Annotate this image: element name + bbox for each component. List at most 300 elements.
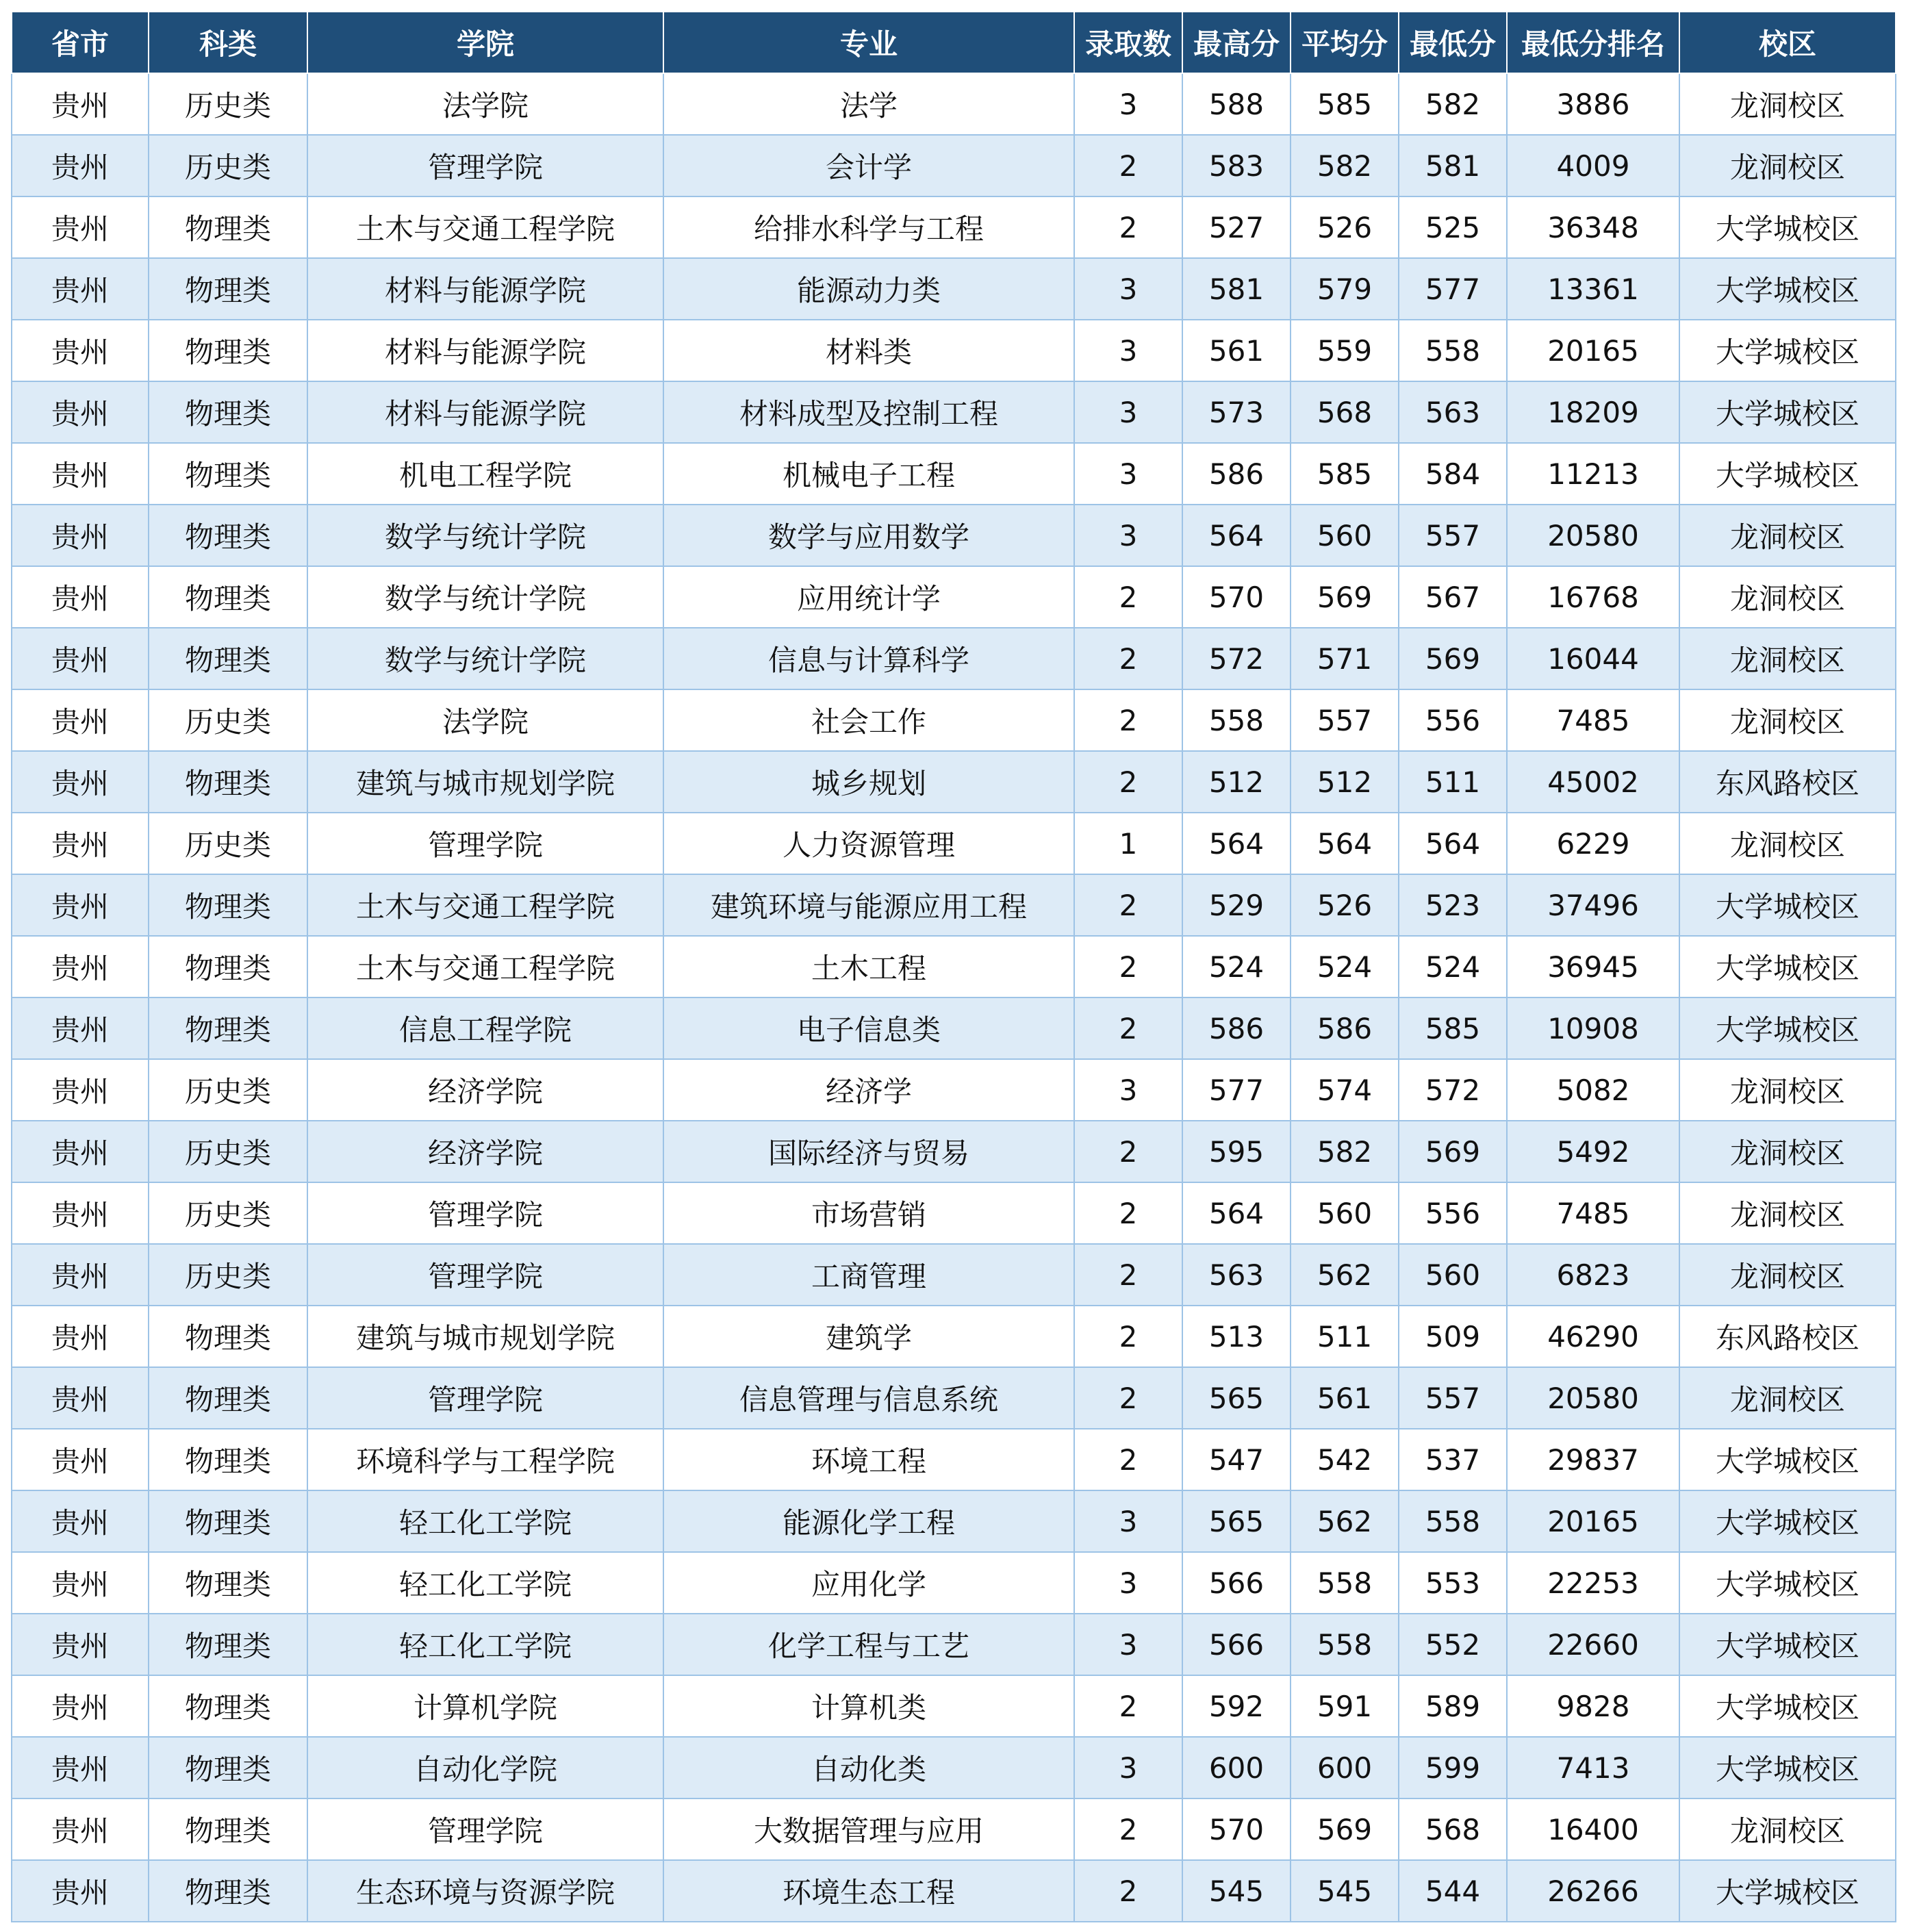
cell-major: 土木工程 [663, 936, 1074, 997]
cell-max-score: 573 [1182, 381, 1291, 443]
cell-campus: 龙洞校区 [1679, 73, 1896, 135]
cell-province: 贵州 [12, 936, 149, 997]
cell-min-rank: 3886 [1507, 73, 1679, 135]
cell-subject: 物理类 [149, 997, 307, 1059]
cell-admitted-count: 2 [1074, 1675, 1182, 1737]
cell-major: 材料成型及控制工程 [663, 381, 1074, 443]
cell-province: 贵州 [12, 628, 149, 689]
table-row [12, 1306, 1896, 1367]
cell-avg-score: 591 [1291, 1675, 1399, 1737]
cell-avg-score: 564 [1291, 813, 1399, 874]
cell-province: 贵州 [12, 505, 149, 566]
cell-campus: 大学城校区 [1679, 443, 1896, 505]
cell-admitted-count: 2 [1074, 566, 1182, 628]
cell-min-score: 599 [1399, 1737, 1507, 1798]
cell-min-score: 509 [1399, 1306, 1507, 1367]
table-row [12, 1614, 1896, 1675]
cell-avg-score: 568 [1291, 381, 1399, 443]
cell-campus: 龙洞校区 [1679, 1121, 1896, 1182]
cell-province: 贵州 [12, 258, 149, 320]
cell-admitted-count: 3 [1074, 73, 1182, 135]
cell-min-rank: 36348 [1507, 196, 1679, 258]
cell-major: 经济学 [663, 1059, 1074, 1121]
cell-admitted-count: 3 [1074, 443, 1182, 505]
cell-subject: 物理类 [149, 751, 307, 813]
cell-min-score: 581 [1399, 135, 1507, 196]
cell-min-rank: 22660 [1507, 1614, 1679, 1675]
table-row [12, 505, 1896, 566]
cell-min-rank: 45002 [1507, 751, 1679, 813]
cell-college: 经济学院 [307, 1121, 663, 1182]
cell-subject: 历史类 [149, 1121, 307, 1182]
cell-subject: 物理类 [149, 566, 307, 628]
cell-subject: 物理类 [149, 1552, 307, 1614]
cell-major: 自动化类 [663, 1737, 1074, 1798]
cell-max-score: 565 [1182, 1490, 1291, 1552]
cell-major: 化学工程与工艺 [663, 1614, 1074, 1675]
cell-campus: 大学城校区 [1679, 1490, 1896, 1552]
cell-college: 自动化学院 [307, 1737, 663, 1798]
cell-max-score: 558 [1182, 689, 1291, 751]
cell-min-rank: 26266 [1507, 1860, 1679, 1922]
cell-campus: 龙洞校区 [1679, 505, 1896, 566]
cell-major: 能源化学工程 [663, 1490, 1074, 1552]
cell-college: 数学与统计学院 [307, 628, 663, 689]
table-row [12, 196, 1896, 258]
cell-province: 贵州 [12, 813, 149, 874]
cell-subject: 物理类 [149, 443, 307, 505]
cell-major: 环境生态工程 [663, 1860, 1074, 1922]
cell-max-score: 586 [1182, 997, 1291, 1059]
cell-min-score: 525 [1399, 196, 1507, 258]
cell-college: 材料与能源学院 [307, 258, 663, 320]
header-major: 专业 [663, 12, 1074, 73]
cell-max-score: 588 [1182, 73, 1291, 135]
cell-min-score: 564 [1399, 813, 1507, 874]
cell-min-score: 572 [1399, 1059, 1507, 1121]
table-row [12, 443, 1896, 505]
cell-subject: 物理类 [149, 936, 307, 997]
cell-college: 管理学院 [307, 1798, 663, 1860]
table-row [12, 874, 1896, 936]
cell-major: 大数据管理与应用 [663, 1798, 1074, 1860]
table-row [12, 258, 1896, 320]
cell-college: 环境科学与工程学院 [307, 1429, 663, 1490]
table-row [12, 997, 1896, 1059]
cell-college: 材料与能源学院 [307, 381, 663, 443]
cell-max-score: 513 [1182, 1306, 1291, 1367]
cell-college: 轻工化工学院 [307, 1552, 663, 1614]
cell-max-score: 524 [1182, 936, 1291, 997]
cell-subject: 历史类 [149, 689, 307, 751]
cell-avg-score: 600 [1291, 1737, 1399, 1798]
cell-province: 贵州 [12, 196, 149, 258]
table-row [12, 135, 1896, 196]
cell-major: 能源动力类 [663, 258, 1074, 320]
cell-avg-score: 582 [1291, 1121, 1399, 1182]
cell-province: 贵州 [12, 1182, 149, 1244]
cell-max-score: 564 [1182, 1182, 1291, 1244]
cell-min-rank: 6229 [1507, 813, 1679, 874]
cell-min-rank: 7485 [1507, 689, 1679, 751]
cell-min-rank: 37496 [1507, 874, 1679, 936]
cell-max-score: 581 [1182, 258, 1291, 320]
cell-province: 贵州 [12, 320, 149, 381]
cell-max-score: 561 [1182, 320, 1291, 381]
table-row [12, 1244, 1896, 1306]
table-row [12, 936, 1896, 997]
cell-min-rank: 9828 [1507, 1675, 1679, 1737]
admission-table [11, 11, 1896, 1922]
cell-min-rank: 22253 [1507, 1552, 1679, 1614]
cell-subject: 物理类 [149, 1306, 307, 1367]
cell-college: 数学与统计学院 [307, 566, 663, 628]
cell-major: 建筑环境与能源应用工程 [663, 874, 1074, 936]
cell-avg-score: 526 [1291, 874, 1399, 936]
header-province: 省市 [12, 12, 149, 73]
cell-campus: 大学城校区 [1679, 997, 1896, 1059]
cell-avg-score: 526 [1291, 196, 1399, 258]
cell-college: 管理学院 [307, 1244, 663, 1306]
cell-min-rank: 7413 [1507, 1737, 1679, 1798]
cell-province: 贵州 [12, 73, 149, 135]
cell-avg-score: 582 [1291, 135, 1399, 196]
cell-admitted-count: 2 [1074, 628, 1182, 689]
cell-campus: 大学城校区 [1679, 1614, 1896, 1675]
cell-admitted-count: 3 [1074, 320, 1182, 381]
cell-province: 贵州 [12, 1552, 149, 1614]
cell-subject: 历史类 [149, 135, 307, 196]
cell-max-score: 512 [1182, 751, 1291, 813]
cell-admitted-count: 2 [1074, 936, 1182, 997]
cell-campus: 龙洞校区 [1679, 1798, 1896, 1860]
cell-campus: 龙洞校区 [1679, 1182, 1896, 1244]
cell-province: 贵州 [12, 1798, 149, 1860]
cell-avg-score: 542 [1291, 1429, 1399, 1490]
cell-major: 人力资源管理 [663, 813, 1074, 874]
cell-subject: 物理类 [149, 1737, 307, 1798]
cell-max-score: 577 [1182, 1059, 1291, 1121]
header-college: 学院 [307, 12, 663, 73]
cell-admitted-count: 3 [1074, 505, 1182, 566]
cell-max-score: 570 [1182, 1798, 1291, 1860]
cell-admitted-count: 2 [1074, 874, 1182, 936]
cell-major: 给排水科学与工程 [663, 196, 1074, 258]
table-row [12, 566, 1896, 628]
cell-admitted-count: 3 [1074, 1614, 1182, 1675]
table-row [12, 320, 1896, 381]
cell-subject: 物理类 [149, 628, 307, 689]
cell-campus: 大学城校区 [1679, 1737, 1896, 1798]
cell-min-score: 523 [1399, 874, 1507, 936]
cell-min-score: 557 [1399, 1367, 1507, 1429]
cell-max-score: 564 [1182, 505, 1291, 566]
cell-campus: 龙洞校区 [1679, 628, 1896, 689]
cell-campus: 东风路校区 [1679, 1306, 1896, 1367]
cell-major: 工商管理 [663, 1244, 1074, 1306]
cell-subject: 物理类 [149, 1490, 307, 1552]
cell-college: 法学院 [307, 689, 663, 751]
cell-min-score: 568 [1399, 1798, 1507, 1860]
table-row [12, 1367, 1896, 1429]
cell-admitted-count: 2 [1074, 751, 1182, 813]
cell-campus: 大学城校区 [1679, 1429, 1896, 1490]
table-row [12, 689, 1896, 751]
cell-min-rank: 20580 [1507, 1367, 1679, 1429]
cell-min-rank: 5492 [1507, 1121, 1679, 1182]
cell-province: 贵州 [12, 1490, 149, 1552]
cell-major: 机械电子工程 [663, 443, 1074, 505]
cell-subject: 物理类 [149, 505, 307, 566]
cell-avg-score: 560 [1291, 505, 1399, 566]
cell-province: 贵州 [12, 997, 149, 1059]
cell-min-score: 537 [1399, 1429, 1507, 1490]
cell-campus: 大学城校区 [1679, 258, 1896, 320]
cell-max-score: 595 [1182, 1121, 1291, 1182]
cell-campus: 龙洞校区 [1679, 689, 1896, 751]
cell-min-rank: 6823 [1507, 1244, 1679, 1306]
cell-min-rank: 16768 [1507, 566, 1679, 628]
cell-max-score: 545 [1182, 1860, 1291, 1922]
cell-min-score: 585 [1399, 997, 1507, 1059]
cell-major: 信息管理与信息系统 [663, 1367, 1074, 1429]
cell-avg-score: 562 [1291, 1490, 1399, 1552]
cell-college: 土木与交通工程学院 [307, 196, 663, 258]
cell-college: 建筑与城市规划学院 [307, 751, 663, 813]
cell-subject: 历史类 [149, 1244, 307, 1306]
cell-campus: 龙洞校区 [1679, 813, 1896, 874]
cell-college: 管理学院 [307, 135, 663, 196]
cell-major: 材料类 [663, 320, 1074, 381]
cell-college: 机电工程学院 [307, 443, 663, 505]
cell-admitted-count: 3 [1074, 258, 1182, 320]
cell-admitted-count: 2 [1074, 1860, 1182, 1922]
cell-major: 市场营销 [663, 1182, 1074, 1244]
cell-college: 土木与交通工程学院 [307, 936, 663, 997]
cell-min-score: 556 [1399, 1182, 1507, 1244]
cell-province: 贵州 [12, 1367, 149, 1429]
cell-major: 城乡规划 [663, 751, 1074, 813]
cell-major: 应用统计学 [663, 566, 1074, 628]
cell-avg-score: 569 [1291, 566, 1399, 628]
cell-major: 信息与计算科学 [663, 628, 1074, 689]
cell-avg-score: 574 [1291, 1059, 1399, 1121]
cell-admitted-count: 2 [1074, 1367, 1182, 1429]
cell-subject: 物理类 [149, 1675, 307, 1737]
cell-subject: 物理类 [149, 1860, 307, 1922]
cell-avg-score: 571 [1291, 628, 1399, 689]
cell-college: 轻工化工学院 [307, 1490, 663, 1552]
cell-avg-score: 579 [1291, 258, 1399, 320]
cell-avg-score: 558 [1291, 1552, 1399, 1614]
table-row [12, 813, 1896, 874]
cell-min-score: 524 [1399, 936, 1507, 997]
cell-major: 环境工程 [663, 1429, 1074, 1490]
cell-admitted-count: 3 [1074, 1490, 1182, 1552]
cell-subject: 物理类 [149, 258, 307, 320]
cell-admitted-count: 1 [1074, 813, 1182, 874]
cell-admitted-count: 2 [1074, 1182, 1182, 1244]
cell-campus: 龙洞校区 [1679, 1367, 1896, 1429]
cell-subject: 物理类 [149, 1614, 307, 1675]
cell-college: 经济学院 [307, 1059, 663, 1121]
cell-province: 贵州 [12, 566, 149, 628]
cell-min-rank: 46290 [1507, 1306, 1679, 1367]
cell-campus: 龙洞校区 [1679, 1059, 1896, 1121]
table-row [12, 381, 1896, 443]
header-admitted-count: 录取数 [1074, 12, 1182, 73]
table-row [12, 1798, 1896, 1860]
cell-college: 材料与能源学院 [307, 320, 663, 381]
cell-min-rank: 36945 [1507, 936, 1679, 997]
cell-campus: 大学城校区 [1679, 320, 1896, 381]
cell-min-rank: 16400 [1507, 1798, 1679, 1860]
table-row [12, 751, 1896, 813]
table-header-row [12, 12, 1896, 73]
cell-max-score: 586 [1182, 443, 1291, 505]
table-row [12, 1737, 1896, 1798]
cell-campus: 龙洞校区 [1679, 1244, 1896, 1306]
cell-avg-score: 559 [1291, 320, 1399, 381]
cell-province: 贵州 [12, 1429, 149, 1490]
cell-max-score: 565 [1182, 1367, 1291, 1429]
cell-province: 贵州 [12, 1614, 149, 1675]
cell-admitted-count: 2 [1074, 1798, 1182, 1860]
cell-province: 贵州 [12, 751, 149, 813]
table-row [12, 1552, 1896, 1614]
cell-college: 生态环境与资源学院 [307, 1860, 663, 1922]
cell-province: 贵州 [12, 1860, 149, 1922]
header-min-rank: 最低分排名 [1507, 12, 1679, 73]
cell-min-score: 511 [1399, 751, 1507, 813]
cell-min-rank: 18209 [1507, 381, 1679, 443]
table-row [12, 1675, 1896, 1737]
table-row [12, 1182, 1896, 1244]
cell-min-rank: 7485 [1507, 1182, 1679, 1244]
cell-admitted-count: 3 [1074, 381, 1182, 443]
cell-campus: 大学城校区 [1679, 1552, 1896, 1614]
cell-subject: 物理类 [149, 381, 307, 443]
cell-min-rank: 13361 [1507, 258, 1679, 320]
cell-min-rank: 4009 [1507, 135, 1679, 196]
cell-campus: 龙洞校区 [1679, 135, 1896, 196]
cell-major: 电子信息类 [663, 997, 1074, 1059]
cell-avg-score: 585 [1291, 73, 1399, 135]
admission-table-container [11, 11, 1895, 1921]
cell-college: 信息工程学院 [307, 997, 663, 1059]
cell-major: 法学 [663, 73, 1074, 135]
cell-college: 土木与交通工程学院 [307, 874, 663, 936]
cell-province: 贵州 [12, 135, 149, 196]
cell-major: 计算机类 [663, 1675, 1074, 1737]
cell-admitted-count: 2 [1074, 689, 1182, 751]
table-row [12, 1429, 1896, 1490]
cell-subject: 物理类 [149, 1367, 307, 1429]
cell-max-score: 547 [1182, 1429, 1291, 1490]
cell-avg-score: 524 [1291, 936, 1399, 997]
cell-admitted-count: 2 [1074, 1244, 1182, 1306]
cell-max-score: 563 [1182, 1244, 1291, 1306]
cell-min-score: 560 [1399, 1244, 1507, 1306]
cell-college: 管理学院 [307, 1367, 663, 1429]
header-max-score: 最高分 [1182, 12, 1291, 73]
cell-campus: 大学城校区 [1679, 936, 1896, 997]
cell-min-score: 563 [1399, 381, 1507, 443]
table-row [12, 1121, 1896, 1182]
cell-avg-score: 512 [1291, 751, 1399, 813]
cell-min-score: 557 [1399, 505, 1507, 566]
cell-campus: 大学城校区 [1679, 874, 1896, 936]
cell-min-rank: 11213 [1507, 443, 1679, 505]
cell-admitted-count: 2 [1074, 196, 1182, 258]
cell-min-rank: 16044 [1507, 628, 1679, 689]
cell-admitted-count: 3 [1074, 1737, 1182, 1798]
cell-college: 轻工化工学院 [307, 1614, 663, 1675]
cell-avg-score: 561 [1291, 1367, 1399, 1429]
header-avg-score: 平均分 [1291, 12, 1399, 73]
cell-campus: 大学城校区 [1679, 1675, 1896, 1737]
cell-subject: 物理类 [149, 874, 307, 936]
cell-province: 贵州 [12, 1737, 149, 1798]
cell-admitted-count: 2 [1074, 1306, 1182, 1367]
cell-campus: 东风路校区 [1679, 751, 1896, 813]
cell-subject: 物理类 [149, 196, 307, 258]
cell-avg-score: 586 [1291, 997, 1399, 1059]
header-campus: 校区 [1679, 12, 1896, 73]
cell-college: 数学与统计学院 [307, 505, 663, 566]
cell-subject: 物理类 [149, 320, 307, 381]
cell-campus: 龙洞校区 [1679, 566, 1896, 628]
cell-province: 贵州 [12, 1306, 149, 1367]
cell-max-score: 592 [1182, 1675, 1291, 1737]
cell-min-score: 553 [1399, 1552, 1507, 1614]
cell-subject: 物理类 [149, 1798, 307, 1860]
cell-major: 国际经济与贸易 [663, 1121, 1074, 1182]
cell-province: 贵州 [12, 689, 149, 751]
cell-province: 贵州 [12, 1244, 149, 1306]
cell-subject: 历史类 [149, 1182, 307, 1244]
header-min-score: 最低分 [1399, 12, 1507, 73]
table-row [12, 1490, 1896, 1552]
cell-subject: 物理类 [149, 1429, 307, 1490]
cell-min-rank: 20580 [1507, 505, 1679, 566]
cell-min-score: 582 [1399, 73, 1507, 135]
table-row [12, 628, 1896, 689]
cell-major: 会计学 [663, 135, 1074, 196]
cell-avg-score: 560 [1291, 1182, 1399, 1244]
cell-subject: 历史类 [149, 73, 307, 135]
table-body [12, 73, 1896, 1922]
cell-min-rank: 10908 [1507, 997, 1679, 1059]
cell-avg-score: 585 [1291, 443, 1399, 505]
cell-min-score: 567 [1399, 566, 1507, 628]
cell-avg-score: 557 [1291, 689, 1399, 751]
cell-max-score: 566 [1182, 1614, 1291, 1675]
cell-admitted-count: 2 [1074, 997, 1182, 1059]
cell-admitted-count: 3 [1074, 1059, 1182, 1121]
cell-max-score: 527 [1182, 196, 1291, 258]
cell-max-score: 570 [1182, 566, 1291, 628]
cell-college: 建筑与城市规划学院 [307, 1306, 663, 1367]
cell-college: 管理学院 [307, 813, 663, 874]
cell-campus: 大学城校区 [1679, 1860, 1896, 1922]
header-subject: 科类 [149, 12, 307, 73]
cell-subject: 历史类 [149, 1059, 307, 1121]
cell-avg-score: 511 [1291, 1306, 1399, 1367]
cell-min-rank: 5082 [1507, 1059, 1679, 1121]
cell-admitted-count: 2 [1074, 135, 1182, 196]
cell-min-score: 552 [1399, 1614, 1507, 1675]
